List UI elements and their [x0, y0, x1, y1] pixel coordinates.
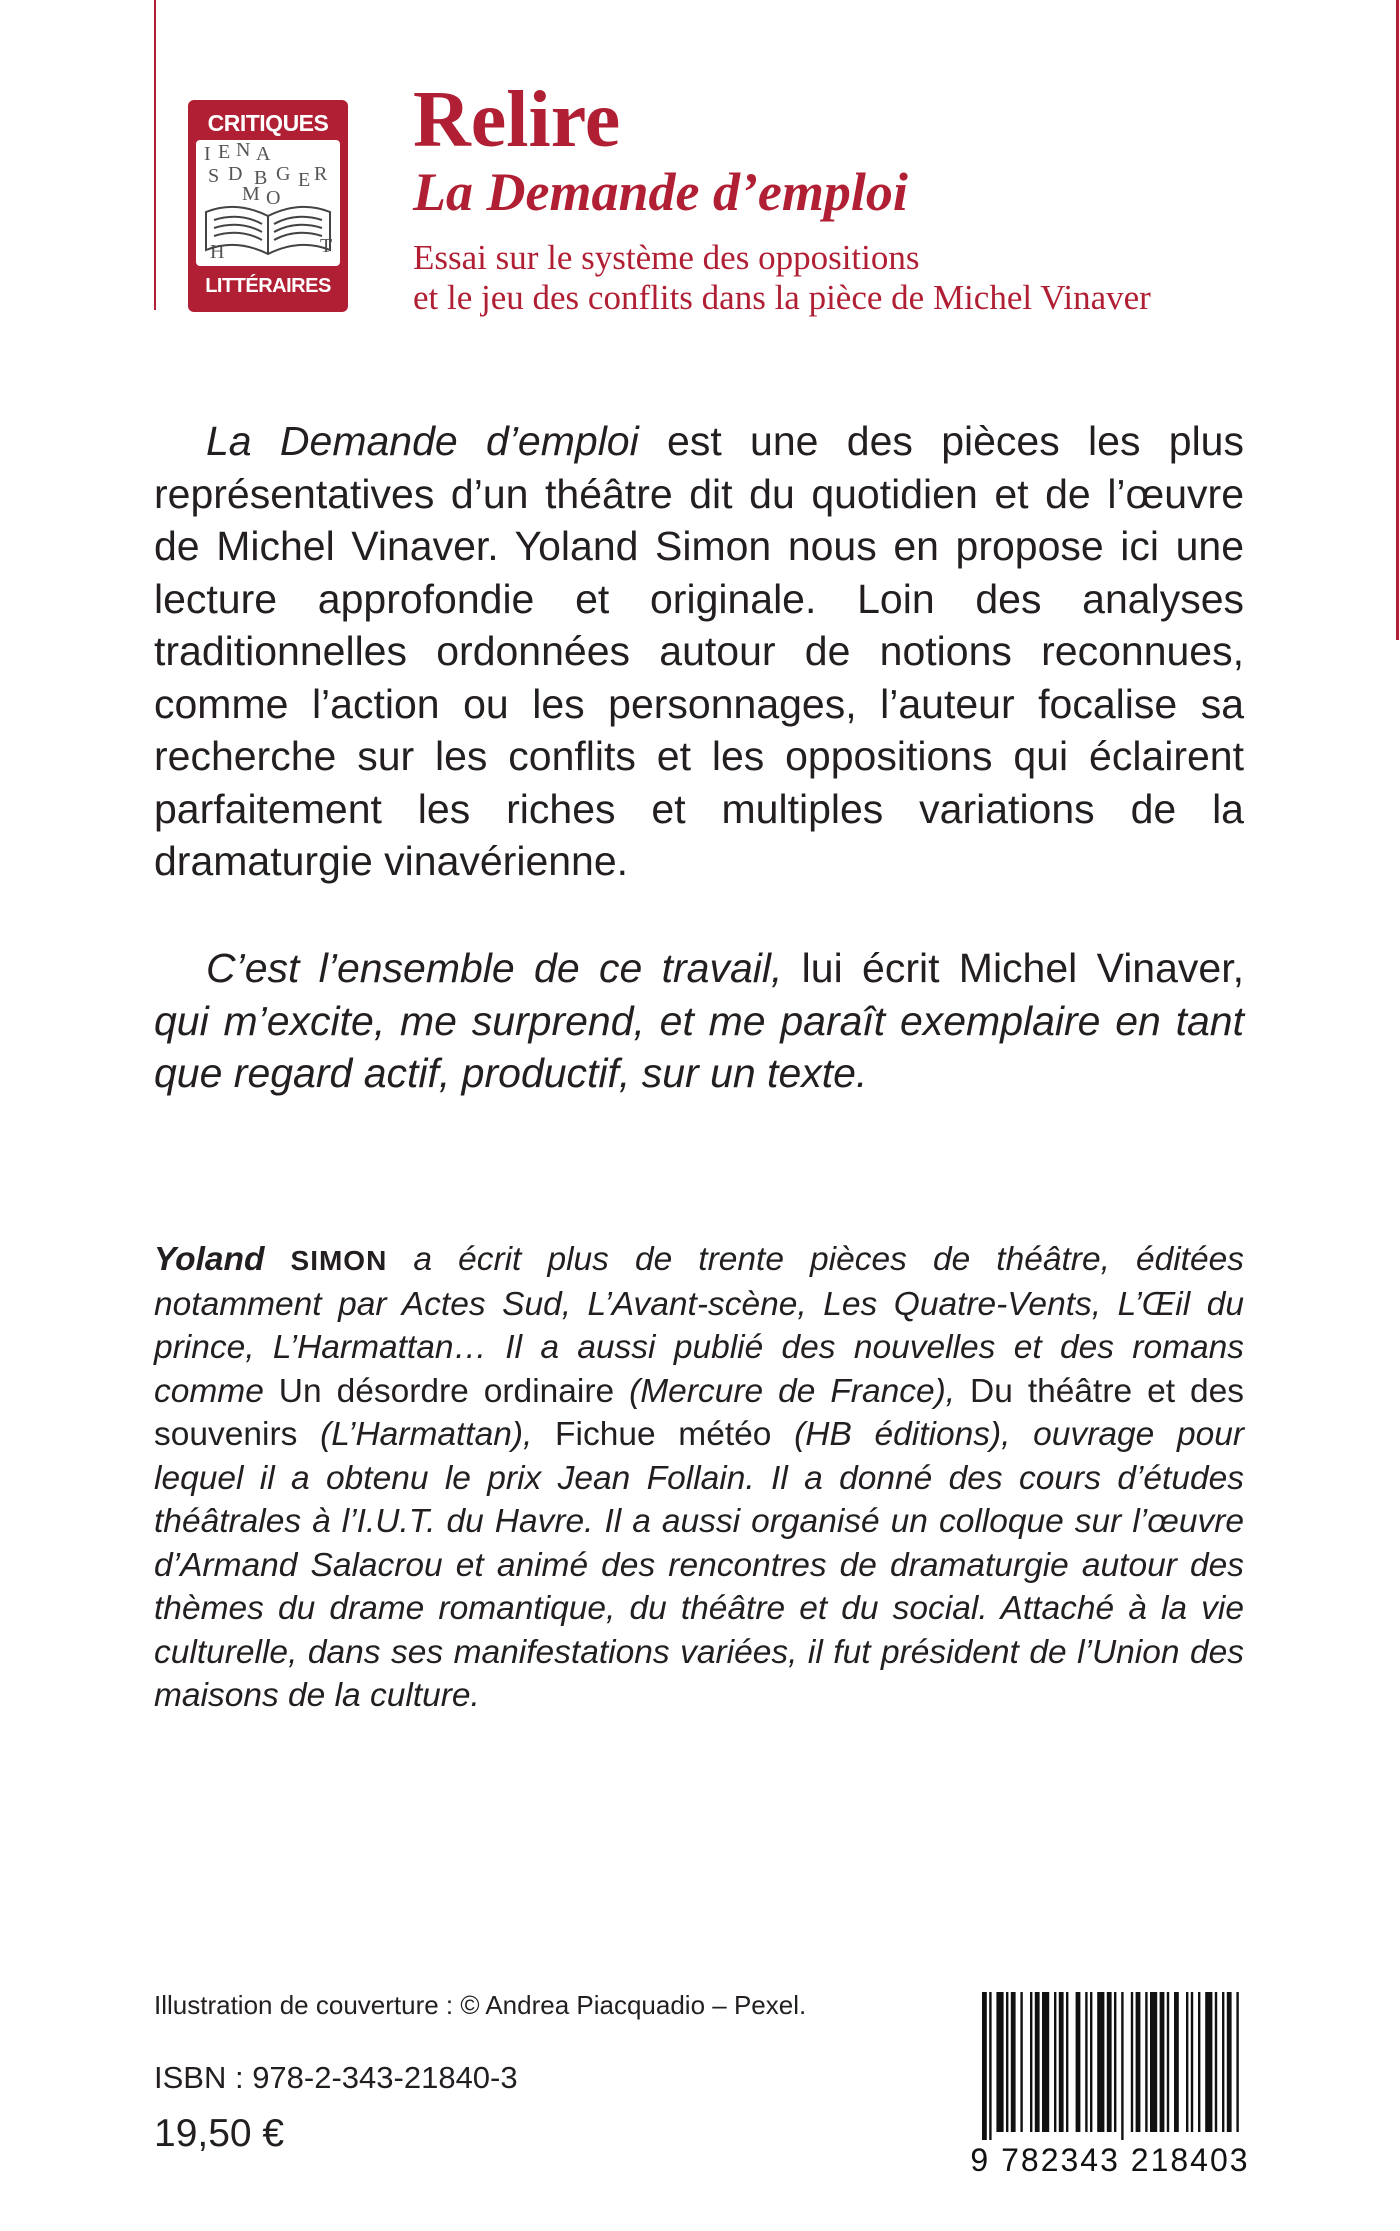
barcode-bar [1114, 1992, 1116, 2132]
summary-paragraph [154, 415, 1244, 888]
barcode-bar [1191, 1992, 1193, 2132]
bio-text-1: a écrit plus de trente pièces de théâtre, éditées notamment par Actes Sud, L’Avant-scène, Les Quatre-Vents, L’Œil du prince, L’Harmattan… Il a aussi publié des nouvelles et des romans comme [154, 1241, 1244, 1410]
author-first-name: Yoland [154, 1241, 265, 1278]
barcode-bar [1205, 1992, 1212, 2132]
barcode-bars [970, 1982, 1250, 2142]
barcode-bar [1145, 1992, 1147, 2132]
barcode-bar [982, 1992, 987, 2140]
svg-text:S: S [208, 165, 220, 187]
barcode-bar [1085, 1992, 1087, 2132]
svg-text:T: T [320, 235, 333, 257]
quote-attribution: lui écrit Michel Vinaver, [782, 945, 1244, 991]
barcode-bar [1174, 1992, 1179, 2132]
barcode-digits: 9 782343 218403 [970, 2142, 1250, 2178]
svg-text:G: G [276, 163, 291, 185]
svg-text:N: N [236, 140, 251, 161]
svg-text:A: A [256, 143, 271, 165]
barcode-bar [1076, 1992, 1081, 2132]
barcode-bar [1011, 1992, 1016, 2132]
barcode-bar [1227, 1992, 1232, 2132]
barcode-bar [989, 1992, 991, 2140]
barcode-bar [1035, 1992, 1040, 2132]
quote-part-1: C’est l’ensemble de ce travail, [206, 945, 783, 991]
bio-work-1: Un désordre ordinaire [278, 1372, 615, 1410]
svg-text:D: D [228, 163, 243, 185]
barcode-bar [1186, 1992, 1188, 2132]
bio-work-3: Fichue météo [555, 1416, 772, 1453]
right-accent-rule [1396, 0, 1399, 640]
svg-text:I: I [204, 143, 211, 165]
svg-text:M: M [242, 183, 260, 205]
barcode-bar [1097, 1992, 1104, 2132]
svg-text:E: E [218, 141, 231, 163]
quote-part-2: qui m’excite, me surprend, et me paraît exemplaire en tant que regard actif, productif, sur un texte. [154, 997, 1244, 1096]
barcode-bar [1150, 1992, 1157, 2132]
svg-text:R: R [314, 163, 328, 185]
barcode-bar [1131, 1992, 1133, 2132]
book-subtitle: La Demande d’emploi [413, 162, 908, 222]
author-last-name: SIMON [290, 1245, 388, 1276]
barcode-bar [1121, 1992, 1123, 2140]
bio-text-2: (Mercure de France), [614, 1372, 971, 1410]
left-accent-rule [154, 0, 156, 310]
barcode-bar [1030, 1992, 1032, 2132]
summary-play-title: La Demande d’emploi [206, 418, 639, 464]
barcode [970, 1982, 1250, 2194]
tagline-line-1: Essai sur le système des oppositions [413, 238, 920, 277]
barcode-bar [1136, 1992, 1141, 2132]
barcode-bar [1066, 1992, 1068, 2132]
barcode-bar [1042, 1992, 1049, 2132]
barcode-bar [1222, 1992, 1224, 2132]
barcode-bar [1215, 1992, 1217, 2132]
barcode-bar [1059, 1992, 1064, 2132]
svg-text:H: H [210, 241, 225, 263]
svg-text:B: B [254, 167, 268, 189]
book-title: Relire [413, 76, 621, 164]
series-logo [188, 100, 348, 312]
series-logo-line1: CRITIQUES [207, 110, 329, 136]
series-logo-line2: LITTÉRAIRES [205, 275, 331, 297]
barcode-bar [1236, 1992, 1238, 2132]
svg-text:E: E [298, 169, 311, 191]
barcode-bar [1107, 1992, 1112, 2132]
bio-work-2: Du théâtre et des souvenirs [154, 1372, 1245, 1453]
tagline-line-2: et le jeu des conflits dans la pièce de Michel Vinaver [413, 278, 1151, 317]
barcode-bar [1167, 1992, 1169, 2132]
barcode-bar [996, 1992, 1003, 2132]
book-tagline [413, 238, 1151, 318]
vinaver-quote [154, 942, 1244, 1100]
bio-text-3: (L’Harmattan), [297, 1416, 556, 1453]
barcode-bar [1160, 1992, 1165, 2132]
price: 19,50 € [154, 2112, 285, 2155]
barcode-bar [1054, 1992, 1056, 2132]
isbn: ISBN : 978-2-343-21840-3 [154, 2060, 518, 2095]
barcode-bar [1020, 1992, 1022, 2132]
summary-text: est une des pièces les plus représentatives d’un théâtre dit du quotidien et de l’œuvre de Michel Vinaver. Yoland Simon nous en propose ici une lecture approfondie et originale. Loin des analyses traditionnelles ordonnées autour de notions reconnues, comme l’action ou les personnages, l’auteur focalise sa recherche sur les conflits et les oppositions qui éclairent parfaitement les riches et multiples variations de la dramaturgie vinavérienne. [154, 418, 1244, 884]
cover-credit: Illustration de couverture : © Andrea Piacquadio – Pexel. [154, 1990, 807, 2020]
svg-text:O: O [266, 187, 281, 209]
bio-text-4: (HB éditions), ouvrage pour lequel il a obtenu le prix Jean Follain. Il a donné des cours d’études théâtrales à l’I.U.T. du Havre. Il a aussi organisé un colloque sur l’œuvre d’Armand Salacrou et animé des rencontres de dramaturgie autour des thèmes du drame romantique, du théâtre et du social. Attaché à la vie culturelle, dans ses manifestations variées, il fut président de l’Union des maisons de la culture. [154, 1416, 1245, 1714]
barcode-bar [1198, 1992, 1200, 2132]
barcode-bar [1090, 1992, 1092, 2132]
barcode-bar [1006, 1992, 1008, 2132]
author-bio [154, 1238, 1244, 1718]
open-book-icon [196, 140, 340, 266]
